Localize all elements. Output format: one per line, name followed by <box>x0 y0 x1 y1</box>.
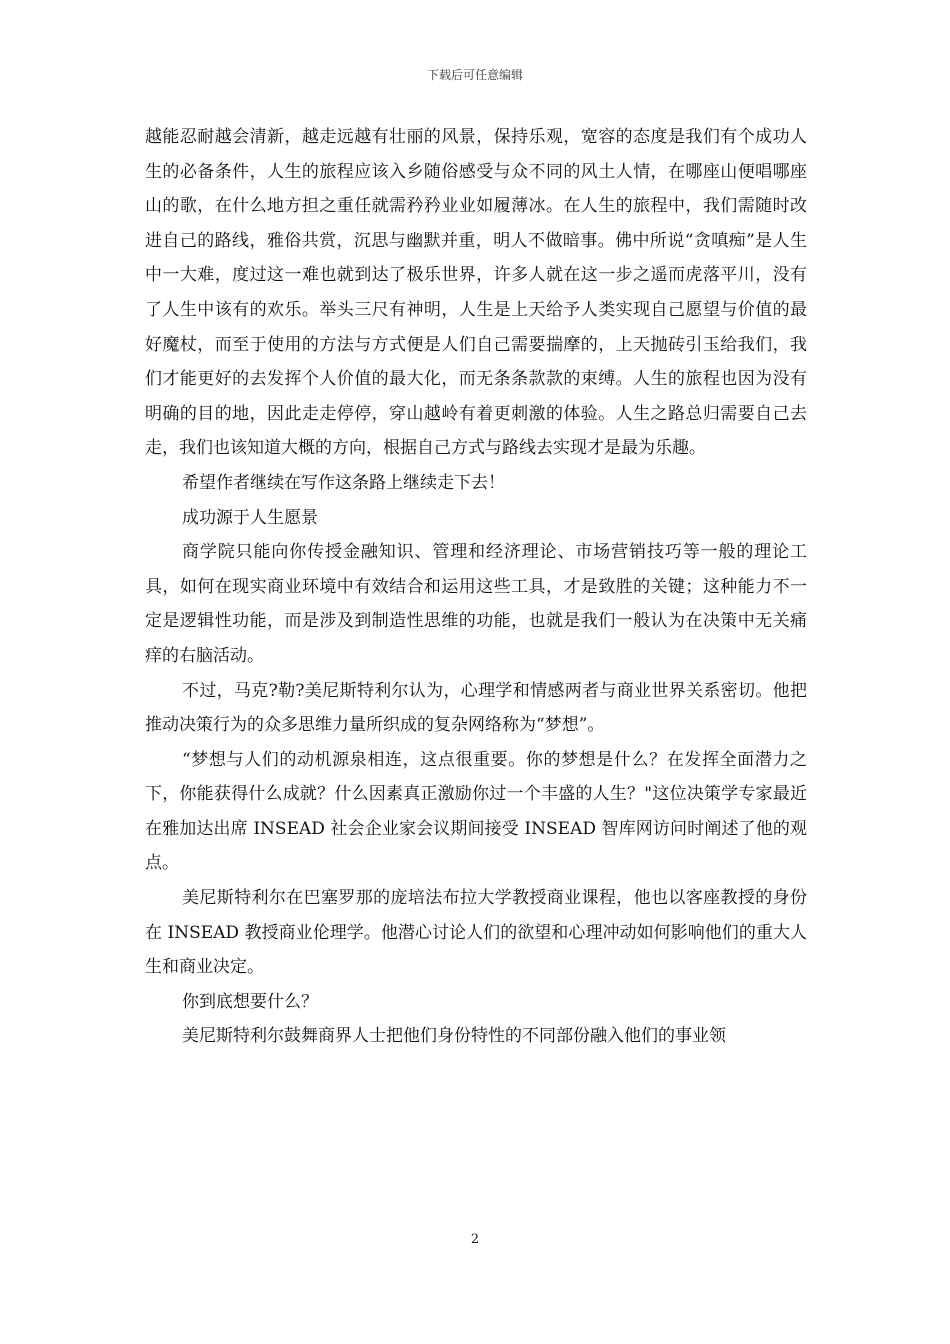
paragraph-continuation: 越能忍耐越会清新，越走远越有壮丽的风景，保持乐观，宽容的态度是我们有个成功人生的必备条件，人生的旅程应该入乡随俗感受与众不同的风土人情，在哪座山便唱哪座山的歌，在什么地方担之重任就需矜矜业业如履薄冰。在人生的旅程中，我们需随时改进自己的路线，雅俗共赏，沉思与幽默并重，明人不做暗事。佛中所说“贪嗔痴”是人生中一大难，度过这一难也就到达了极乐世界，许多人就在这一步之遥而虎落平川，没有了人生中该有的欢乐。举头三尺有神明，人生是上天给予人类实现自己愿望与价值的最好魔杖，而至于使用的方法与方式便是人们自己需要揣摩的，上天抛砖引玉给我们，我们才能更好的去发挥个人价值的最大化，而无条条款款的束缚。人生的旅程也因为没有明确的目的地，因此走走停停，穿山越岭有着更刺激的体验。人生之路总归需要自己去走，我们也该知道大概的方向，根据自己方式与路线去实现才是最为乐趣。 <box>145 127 807 459</box>
section-title: 成功源于人生愿景 <box>182 507 318 528</box>
paragraph: 不过，马克?勒?美尼斯特利尔认为，心理学和情感两者与商业世界关系密切。他把推动决策行为的众多思维力量所织成的复杂网络称为“梦想”。 <box>145 680 807 736</box>
paragraph: 美尼斯特利尔鼓舞商界人士把他们身份特性的不同部份融入他们的事业领 <box>182 1026 726 1047</box>
paragraph: “梦想与人们的动机源泉相连，这点很重要。你的梦想是什么？在发挥全面潜力之下，你能获得什么成就？什么因素真正激励你过一个丰盛的人生？"这位决策学专家最近在雅加达出席 INSEAD 社会企业家会议期间接受 INSEAD 智库网访问时阐述了他的观点。 <box>145 749 807 874</box>
paragraph: 商学院只能向你传授金融知识、管理和经济理论、市场营销技巧等一般的理论工具，如何在现实商业环境中有效结合和运用这些工具，才是致胜的关键；这种能力不一定是逻辑性功能，而是涉及到制造性思维的功能，也就是我们一般认为在决策中无关痛痒的右脑活动。 <box>145 542 807 666</box>
subheading: 你到底想要什么？ <box>182 991 318 1012</box>
document-body <box>145 120 807 1054</box>
paragraph: 希望作者继续在写作这条路上继续走下去！ <box>182 472 505 493</box>
paragraph: 美尼斯特利尔在巴塞罗那的庞培法布拉大学教授商业课程，他也以客座教授的身份在 INSEAD 教授商业伦理学。他潜心讨论人们的欲望和心理冲动如何影响他们的重大人生和商业决定。 <box>145 888 807 978</box>
page-header: 下载后可任意编辑 <box>426 68 523 82</box>
page-number: 2 <box>470 1232 480 1247</box>
